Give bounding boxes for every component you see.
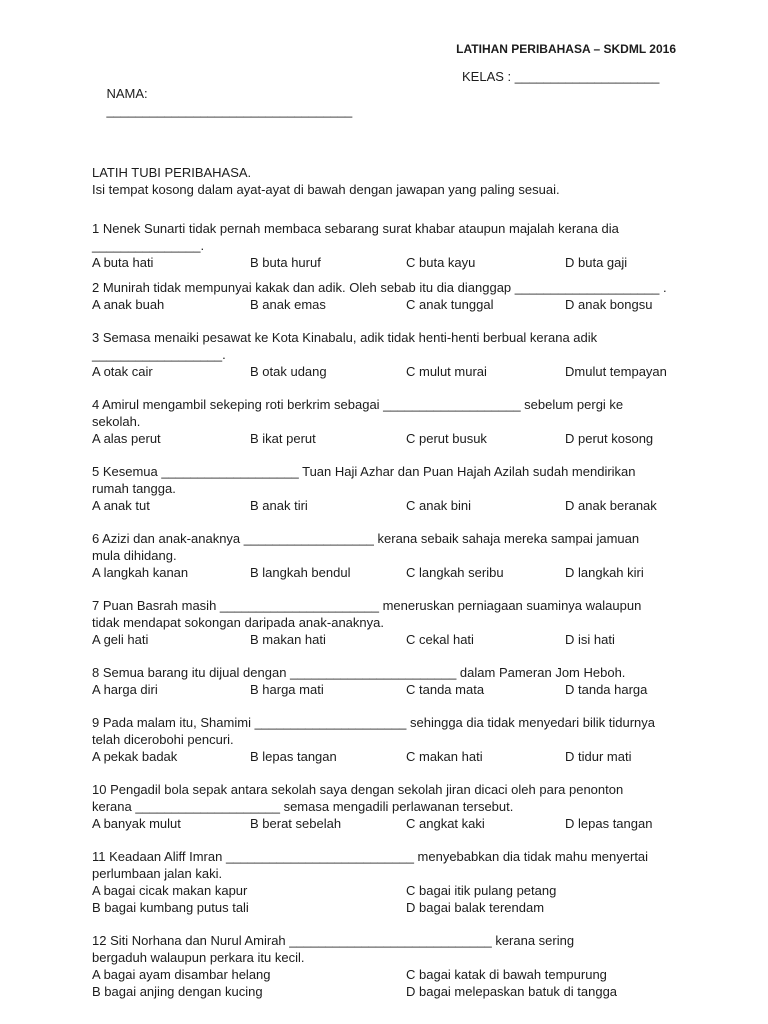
question-6-text-2: mula dihidang.: [92, 548, 177, 563]
question-7-option-a: A geli hati: [92, 632, 149, 647]
question-7-option-b: B makan hati: [250, 632, 326, 647]
question-10-options: [92, 815, 676, 832]
question-12: [92, 932, 676, 1000]
question-6-option-c: C langkah seribu: [406, 565, 504, 580]
question-7-option-d: D isi hati: [565, 632, 615, 647]
question-12-option-b: B bagai anjing dengan kucing: [92, 984, 263, 999]
question-9-option-d: D tidur mati: [565, 749, 632, 764]
question-8: [92, 664, 676, 698]
question-2-option-a: A anak buah: [92, 297, 165, 312]
question-6-option-d: D langkah kiri: [565, 565, 644, 580]
question-9-text-2: telah dicerobohi pencuri.: [92, 732, 234, 747]
question-7-text: 7 Puan Basrah masih ______________________ meneruskan perniagaan suaminya walaupun: [92, 598, 642, 613]
question-11-option-b: B bagai kumbang putus tali: [92, 900, 249, 915]
question-6-text: 6 Azizi dan anak-anaknya __________________ kerana sebaik sahaja mereka sampai jamuan: [92, 531, 640, 546]
question-3: [92, 329, 676, 380]
question-9-option-a: A pekak badak: [92, 749, 178, 764]
question-2: [92, 279, 676, 313]
question-7: [92, 597, 676, 648]
question-10-text: 10 Pengadil bola sepak antara sekolah saya dengan sekolah jiran dicaci oleh para penonton: [92, 782, 624, 797]
question-4-option-d: D perut kosong: [565, 431, 654, 446]
question-7-options: [92, 631, 676, 648]
question-3-text: 3 Semasa menaiki pesawat ke Kota Kinabalu, adik tidak henti-henti berbual kerana adik: [92, 330, 598, 345]
question-5-options: [92, 497, 676, 514]
question-4-text-2: sekolah.: [92, 414, 141, 429]
question-4-options: [92, 430, 676, 447]
question-5-option-c: C anak bini: [406, 498, 472, 513]
question-11-option-d: D bagai balak terendam: [406, 900, 545, 915]
question-8-option-a: A harga diri: [92, 682, 158, 697]
question-10-text-2: kerana ____________________ semasa mengadili perlawanan tersebut.: [92, 799, 514, 814]
question-8-options: [92, 681, 676, 698]
question-11-text-2: perlumbaan jalan kaki.: [92, 866, 223, 881]
question-7-option-c: C cekal hati: [406, 632, 474, 647]
question-9: [92, 714, 676, 765]
question-10-option-b: B berat sebelah: [250, 816, 342, 831]
intro-block: [92, 164, 676, 198]
question-3-option-b: B otak udang: [250, 364, 327, 379]
question-5-text: 5 Kesemua ___________________ Tuan Haji Azhar dan Puan Hajah Azilah sudah mendirikan: [92, 464, 636, 479]
question-1-option-b: B buta huruf: [250, 255, 321, 270]
question-8-option-c: C tanda mata: [406, 682, 485, 697]
question-6-options: [92, 564, 676, 581]
question-3-option-a: A otak cair: [92, 364, 153, 379]
question-1-blank-line: _______________.: [92, 238, 205, 253]
question-3-option-c: C mulut murai: [406, 364, 487, 379]
question-5-option-b: B anak tiri: [250, 498, 308, 513]
question-1: [92, 220, 676, 271]
question-11-option-a: A bagai cicak makan kapur: [92, 883, 248, 898]
question-2-option-b: B anak emas: [250, 297, 326, 312]
question-9-option-b: B lepas tangan: [250, 749, 337, 764]
question-1-options: [92, 254, 676, 271]
question-12-option-d: D bagai melepaskan batuk di tangga: [406, 984, 618, 999]
question-6-option-a: A langkah kanan: [92, 565, 189, 580]
class-label: KELAS :: [462, 69, 512, 84]
question-6-option-b: B langkah bendul: [250, 565, 351, 580]
question-2-options: [92, 296, 676, 313]
name-blank-line: __________________________________: [106, 103, 353, 118]
question-3-option-d: Dmulut tempayan: [565, 364, 667, 379]
question-5-option-d: D anak beranak: [565, 498, 657, 513]
question-10: [92, 781, 676, 832]
question-2-option-d: D anak bongsu: [565, 297, 653, 312]
question-11-text: 11 Keadaan Aliff Imran __________________________ menyebabkan dia tidak mahu menyertai: [92, 849, 649, 864]
question-2-option-c: C anak tunggal: [406, 297, 494, 312]
name-class-row: [92, 68, 676, 153]
question-11-options: [92, 882, 676, 916]
question-5: [92, 463, 676, 514]
question-1-option-c: C buta kayu: [406, 255, 476, 270]
question-11: [92, 848, 676, 916]
question-1-option-d: D buta gaji: [565, 255, 628, 270]
question-8-option-d: D tanda harga: [565, 682, 648, 697]
question-3-options: [92, 363, 676, 380]
document-header: LATIHAN PERIBAHASA – SKDML 2016: [456, 42, 676, 56]
question-9-option-c: C makan hati: [406, 749, 483, 764]
question-12-option-c: C bagai katak di bawah tempurung: [406, 967, 607, 982]
worksheet-title: LATIH TUBI PERIBAHASA.: [92, 165, 252, 180]
question-11-option-c: C bagai itik pulang petang: [406, 883, 557, 898]
question-12-text-2: bergaduh walaupun perkara itu kecil.: [92, 950, 305, 965]
worksheet-instruction: Isi tempat kosong dalam ayat-ayat di bawah dengan jawapan yang paling sesuai.: [92, 182, 560, 197]
question-4-option-a: A alas perut: [92, 431, 161, 446]
question-9-text: 9 Pada malam itu, Shamimi _____________________ sehingga dia tidak menyedari bilik tidurnya: [92, 715, 655, 730]
question-12-option-a: A bagai ayam disambar helang: [92, 967, 271, 982]
question-4-option-c: C perut busuk: [406, 431, 487, 446]
question-6: [92, 530, 676, 581]
question-8-option-b: B harga mati: [250, 682, 324, 697]
class-blank-line: ____________________: [514, 69, 660, 84]
question-4: [92, 396, 676, 447]
question-2-text: 2 Munirah tidak mempunyai kakak dan adik. Oleh sebab itu dia dianggap ____________________ .: [92, 280, 667, 295]
question-1-text: 1 Nenek Sunarti tidak pernah membaca sebarang surat khabar ataupun majalah kerana dia: [92, 221, 619, 236]
question-9-options: [92, 748, 676, 765]
question-12-options: [92, 966, 676, 1000]
class-group: [462, 68, 659, 85]
name-label: NAMA:: [106, 86, 148, 101]
question-5-option-a: A anak tut: [92, 498, 150, 513]
question-8-text: 8 Semua barang itu dijual dengan _______________________ dalam Pameran Jom Heboh.: [92, 665, 626, 680]
question-3-blank-line: __________________.: [92, 347, 226, 362]
question-12-text: 12 Siti Norhana dan Nurul Amirah ____________________________ kerana sering: [92, 933, 575, 948]
question-4-text: 4 Amirul mengambil sekeping roti berkrim sebagai ___________________ sebelum pergi ke: [92, 397, 624, 412]
question-7-text-2: tidak mendapat sokongan daripada anak-anaknya.: [92, 615, 384, 630]
question-10-option-a: A banyak mulut: [92, 816, 181, 831]
question-10-option-d: D lepas tangan: [565, 816, 653, 831]
question-4-option-b: B ikat perut: [250, 431, 316, 446]
question-1-option-a: A buta hati: [92, 255, 154, 270]
question-10-option-c: C angkat kaki: [406, 816, 485, 831]
question-5-text-2: rumah tangga.: [92, 481, 176, 496]
